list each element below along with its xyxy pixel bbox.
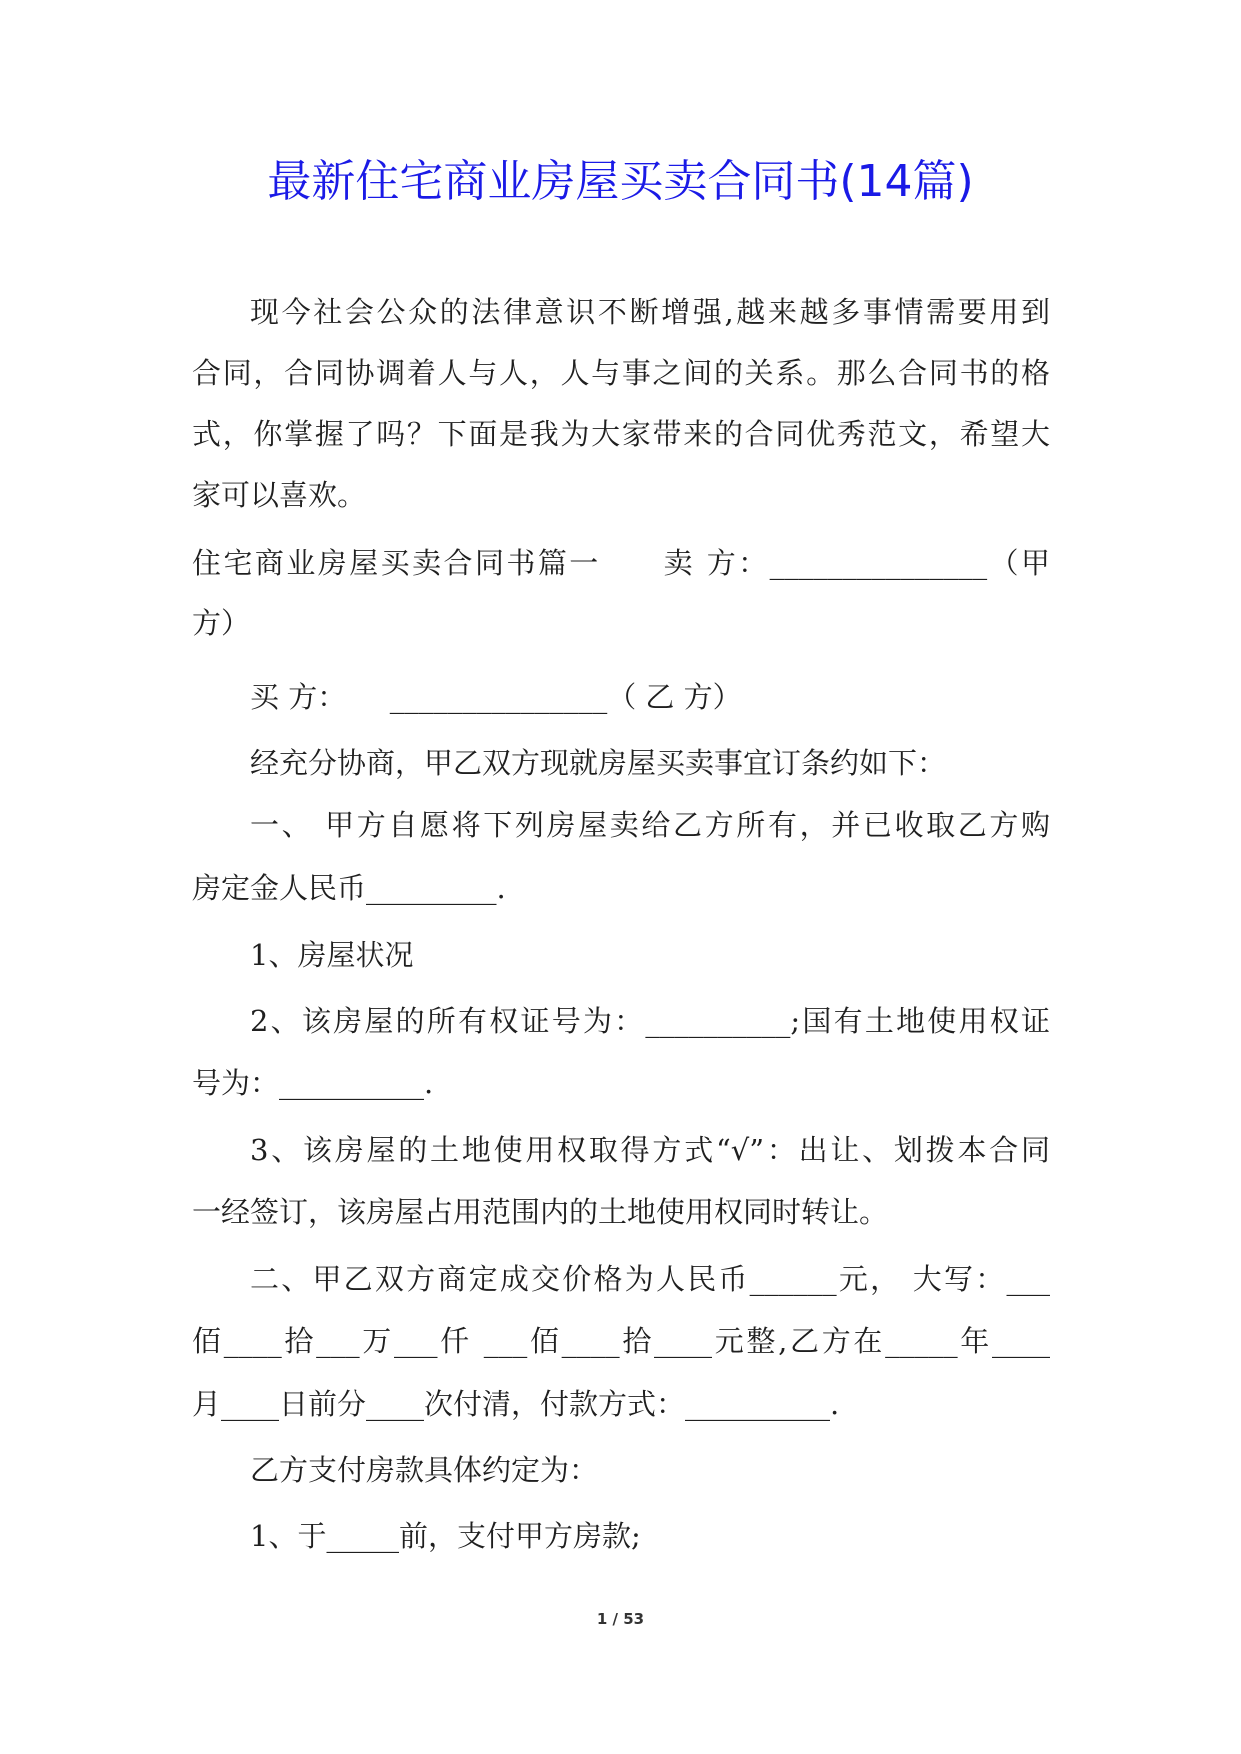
paragraph-line: 3、该房屋的土地使用权取得方式“√”：出让、划拨本合同 xyxy=(250,1133,1050,1167)
paragraph-line: 现今社会公众的法律意识不断增强,越来越多事情需要用到 xyxy=(250,295,1050,329)
section-heading-line: 住宅商业房屋买卖合同书篇一 卖 方：_______________（甲 xyxy=(192,546,1050,580)
paragraph-line: 二、甲乙双方商定成交价格为人民币______元， 大写：___ xyxy=(250,1262,1050,1296)
paragraph-line: 房定金人民币_________. xyxy=(192,871,506,905)
paragraph-line: 一、 甲方自愿将下列房屋卖给乙方所有，并已收取乙方购 xyxy=(250,808,1050,842)
paragraph-line: 式，你掌握了吗？下面是我为大家带来的合同优秀范文，希望大 xyxy=(192,417,1050,451)
paragraph-line: 一经签订，该房屋占用范围内的土地使用权同时转让。 xyxy=(192,1195,889,1229)
paragraph-line: 2、该房屋的所有权证号为：__________;国有土地使用权证 xyxy=(250,1004,1050,1038)
paragraph-line: 佰____拾___万___仟 ___佰____拾____元整,乙方在_____年____ xyxy=(192,1324,1050,1358)
paragraph-line: 经充分协商，甲乙双方现就房屋买卖事宜订条约如下： xyxy=(250,746,947,780)
document-title: 最新住宅商业房屋买卖合同书(14篇) xyxy=(267,156,974,207)
paragraph-line: 1、于_____前，支付甲方房款; xyxy=(250,1519,641,1553)
paragraph-line: 乙方支付房款具体约定为： xyxy=(250,1453,599,1487)
paragraph-line: 1、房屋状况 xyxy=(250,938,414,972)
paragraph-line: 买 方： _______________（ 乙 方） xyxy=(250,680,742,714)
paragraph-line: 合同，合同协调着人与人，人与事之间的关系。那么合同书的格 xyxy=(192,356,1050,390)
page-number: 1 / 53 xyxy=(596,1610,645,1628)
paragraph-line: 月____日前分____次付清，付款方式：__________. xyxy=(192,1387,840,1421)
paragraph-line: 号为：__________. xyxy=(192,1066,434,1100)
paragraph-line: 方） xyxy=(192,606,251,640)
paragraph-line: 家可以喜欢。 xyxy=(192,478,367,512)
